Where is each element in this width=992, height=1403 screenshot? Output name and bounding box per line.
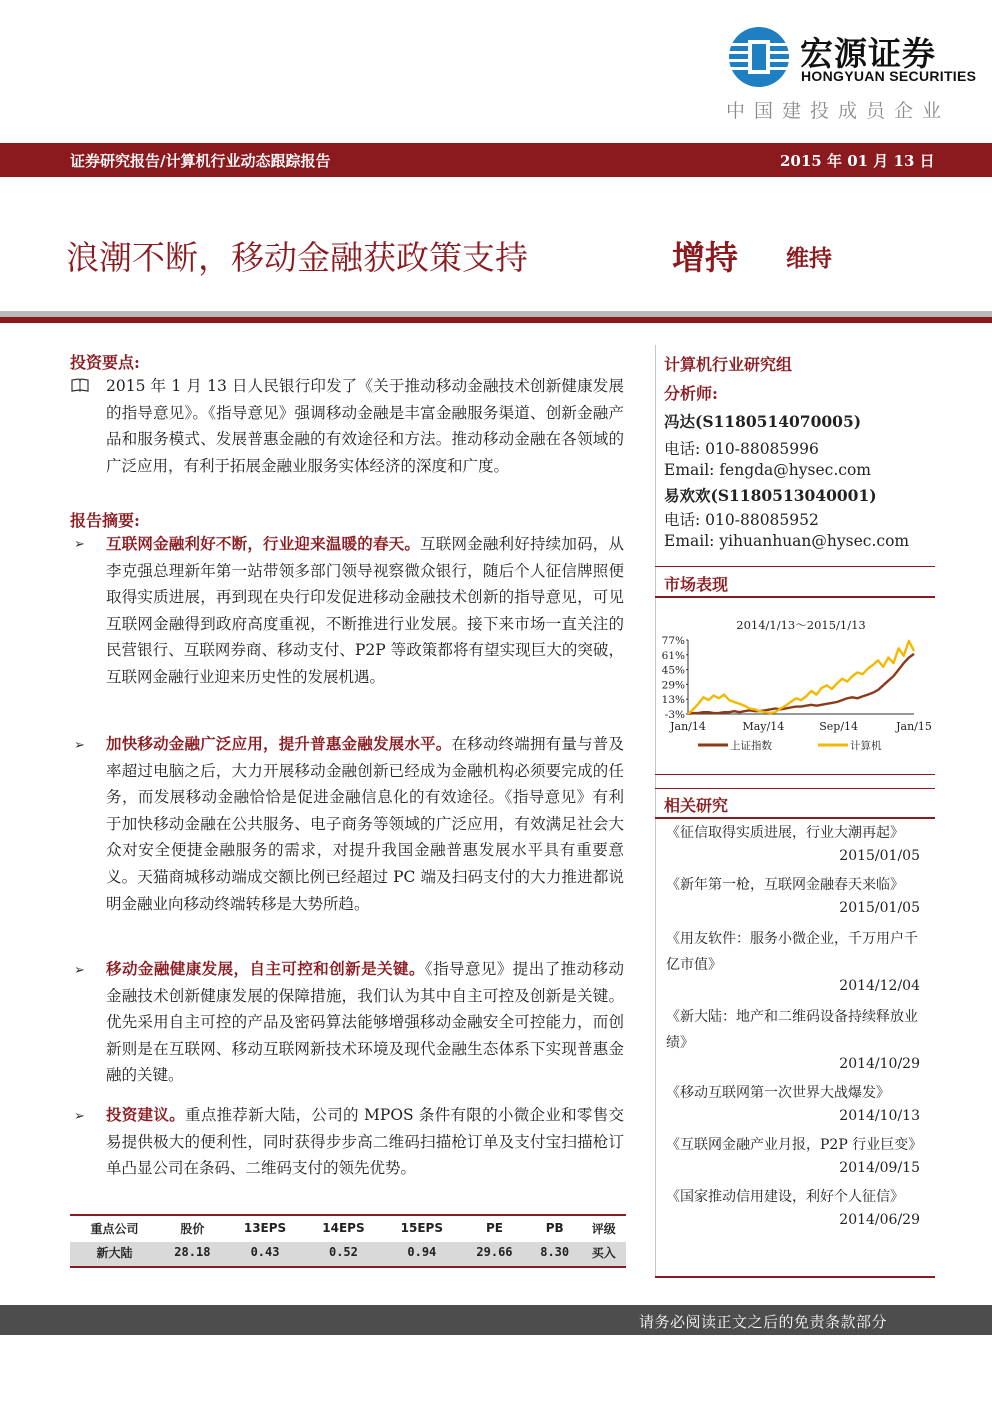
logo-tagline: 中国建投成员企业 xyxy=(726,100,951,122)
x-tick-label: Jan/14 xyxy=(670,720,706,733)
related-report-title[interactable]: 《国家推动信用建设，利好个人征信》 xyxy=(666,1189,904,1205)
divider-red xyxy=(0,317,992,323)
table-header-row xyxy=(70,1216,626,1240)
table-cell: 买入 xyxy=(591,1245,616,1260)
table-header: PB xyxy=(545,1221,564,1235)
related-report-date: 2014/09/15 xyxy=(839,1160,920,1176)
bullet-arrow-icon: ➢ xyxy=(74,537,85,552)
analyst-label: 分析师: xyxy=(664,384,718,403)
related-report-date: 2015/01/05 xyxy=(839,848,920,864)
related-box-bottom-rule xyxy=(655,1276,935,1278)
related-report-date: 2014/10/29 xyxy=(839,1056,920,1072)
bullet-arrow-icon: ➢ xyxy=(74,963,85,978)
series-line xyxy=(688,641,914,714)
y-tick-label: -3% xyxy=(664,709,685,721)
y-tick-label: 29% xyxy=(661,679,685,692)
table-cell: 29.66 xyxy=(476,1245,513,1259)
related-heading-rule xyxy=(655,817,935,819)
x-tick-label: Sep/14 xyxy=(819,720,859,733)
related-report-date: 2014/12/04 xyxy=(839,978,920,994)
table-header: 评级 xyxy=(591,1221,616,1236)
x-tick-label: Jan/15 xyxy=(896,720,932,733)
legend-label: 上证指数 xyxy=(730,740,772,752)
related-report-title[interactable]: 《征信取得实质进展，行业大潮再起》 xyxy=(666,825,904,841)
summary-item-text: 重点推荐新大陆，公司的 MPOS 条件有限的小微企业和零售交易提供极大的便利性，同时获得步步高二维码扫描枪订单及支付宝扫描枪订单凸显公司在条码、二维码支付的领先优势。 xyxy=(106,1106,624,1178)
summary-item xyxy=(106,956,624,1089)
chart-title: 2014/1/13～2015/1/13 xyxy=(736,618,866,632)
related-box-rule xyxy=(655,788,935,789)
analyst-name: 冯达(S1180514070005) xyxy=(664,412,862,431)
table-header: 15EPS xyxy=(400,1221,443,1235)
summary-heading: 报告摘要: xyxy=(70,511,140,530)
related-research-heading: 相关研究 xyxy=(664,796,729,815)
rating-change: 维持 xyxy=(786,246,832,272)
y-tick-label: 45% xyxy=(661,664,685,677)
related-report-title[interactable]: 《用友软件：服务小微企业，千万用户千亿市值》 xyxy=(666,931,918,973)
summary-item-text: 在移动终端拥有量与普及率超过电脑之后，大力开展移动金融创新已经成为金融机构必须要完成的任务，而发展移动金融恰恰是促进金融信息化的有效途径。《指导意见》有利于加快移动金融在公共服务、电子商务等领域的广泛应用，有效满足社会大众对安全便捷金融服务的需求，对提升我国金融普惠发展水平具有重要意义。天猫商城移动端成交额比例已经超过 PC 端及扫码支付的大力推进都说明金融业向移动终端转移是大势所趋。 xyxy=(106,735,624,913)
bullet-arrow-icon: ➢ xyxy=(74,738,85,753)
research-group: 计算机行业研究组 xyxy=(664,355,793,374)
column-divider xyxy=(655,345,656,1277)
table-cell: 28.18 xyxy=(174,1245,211,1259)
related-report-date: 2014/06/29 xyxy=(839,1212,920,1228)
market-chart xyxy=(658,612,934,762)
table-cell: 0.52 xyxy=(328,1245,358,1259)
table-bottom-rule xyxy=(70,1266,626,1268)
related-report-date: 2015/01/05 xyxy=(839,900,920,916)
market-box-bottom-rule xyxy=(655,774,935,775)
logo-name-cn: 宏源证券 xyxy=(800,34,936,73)
book-icon xyxy=(71,378,89,392)
investment-points-text: 2015 年 1 月 13 日人民银行印发了《关于推动移动金融技术创新健康发展的指导意见》。《指导意见》强调移动金融是丰富金融服务渠道、创新金融产品和服务模式、发展普惠金融的有效途径和方法。推动移动金融在各领域的广泛应用，有利于拓展金融业服务实体经济的深度和广度。 xyxy=(106,377,624,475)
summary-item xyxy=(106,1102,624,1182)
summary-item-lead: 投资建议。 xyxy=(106,1105,186,1124)
analyst-phone: 电话: 010-88085996 xyxy=(664,440,819,458)
summary-item-lead: 移动金融健康发展，自主可控和创新是关键。 xyxy=(106,959,425,978)
related-report-title[interactable]: 《新大陆：地产和二维码设备持续释放业绩》 xyxy=(666,1009,918,1051)
report-date: 2015 年 01 月 13 日 xyxy=(780,152,935,170)
logo-name-en: HONGYUAN SECURITIES xyxy=(801,68,977,84)
summary-item-lead: 加快移动金融广泛应用，提升普惠金融发展水平。 xyxy=(106,734,452,753)
summary-item-lead: 互联网金融利好不断，行业迎来温暖的春天。 xyxy=(106,534,421,553)
table-cell: 0.94 xyxy=(407,1245,437,1259)
y-tick-label: 13% xyxy=(661,694,685,707)
table-cell: 8.30 xyxy=(540,1245,570,1259)
analyst-email[interactable]: Email: fengda@hysec.com xyxy=(664,461,871,479)
summary-item-text: 《指导意见》提出了推动移动金融技术创新健康发展的保障措施，我们认为其中自主可控及创新是关键。优先采用自主可控的产品及密码算法能够增强移动金融安全可控能力，而创新则是在互联网、移动互联网新技术环境及现代金融生态体系下实现普惠金融的关键。 xyxy=(106,960,624,1085)
related-report-date: 2014/10/13 xyxy=(839,1108,920,1124)
table-cell: 新大陆 xyxy=(96,1245,133,1260)
related-report-title[interactable]: 《移动互联网第一次世界大战爆发》 xyxy=(666,1085,890,1101)
analyst-phone: 电话: 010-88085952 xyxy=(664,511,819,529)
table-header: 14EPS xyxy=(322,1221,365,1235)
summary-item xyxy=(106,731,624,917)
summary-item-text: 互联网金融利好持续加码，从李克强总理新年第一站带领多部门领导视察微众银行，随后个人征信牌照便取得实质进展，再到现在央行印发促进移动金融技术创新的指导意见，可见互联网金融得到政府高度重视，不断推进行业发展。接下来市场一直关注的民营银行、互联网券商、移动支付、P2P 等政策都将有望实现巨大的突破，互联网金融行业迎来历史性的发展机遇。 xyxy=(106,535,624,686)
market-heading-rule xyxy=(655,596,935,598)
related-report-title[interactable]: 《互联网金融产业月报，P2P 行业巨变》 xyxy=(666,1137,923,1153)
report-title: 浪潮不断，移动金融获政策支持 xyxy=(66,238,528,277)
hongyuan-logo-icon xyxy=(728,26,790,88)
investment-points-heading: 投资要点: xyxy=(70,353,140,372)
y-tick-label: 77% xyxy=(661,635,685,647)
table-header: 13EPS xyxy=(243,1221,287,1235)
table-row xyxy=(70,1240,626,1264)
bullet-arrow-icon: ➢ xyxy=(74,1109,85,1124)
analyst-name: 易欢欢(S1180513040001) xyxy=(664,486,877,505)
related-report-title[interactable]: 《新年第一枪，互联网金融春天来临》 xyxy=(666,877,904,893)
disclaimer-note[interactable]: 请务必阅读正文之后的免责条款部分 xyxy=(639,1313,888,1331)
report-type: 证券研究报告/计算机行业动态跟踪报告 xyxy=(70,152,331,170)
key-company-table xyxy=(70,1216,626,1264)
market-heading: 市场表现 xyxy=(664,575,729,594)
table-header: PE xyxy=(485,1221,503,1235)
table-header: 股价 xyxy=(180,1221,205,1236)
summary-item xyxy=(106,531,624,691)
market-box-rule xyxy=(655,566,935,567)
table-header: 重点公司 xyxy=(90,1221,139,1236)
y-tick-label: 61% xyxy=(661,649,685,662)
rating: 增持 xyxy=(672,238,738,277)
x-tick-label: May/14 xyxy=(742,720,785,733)
analyst-email[interactable]: Email: yihuanhuan@hysec.com xyxy=(664,532,910,550)
table-cell: 0.43 xyxy=(250,1245,280,1259)
legend-label: 计算机 xyxy=(850,740,882,752)
